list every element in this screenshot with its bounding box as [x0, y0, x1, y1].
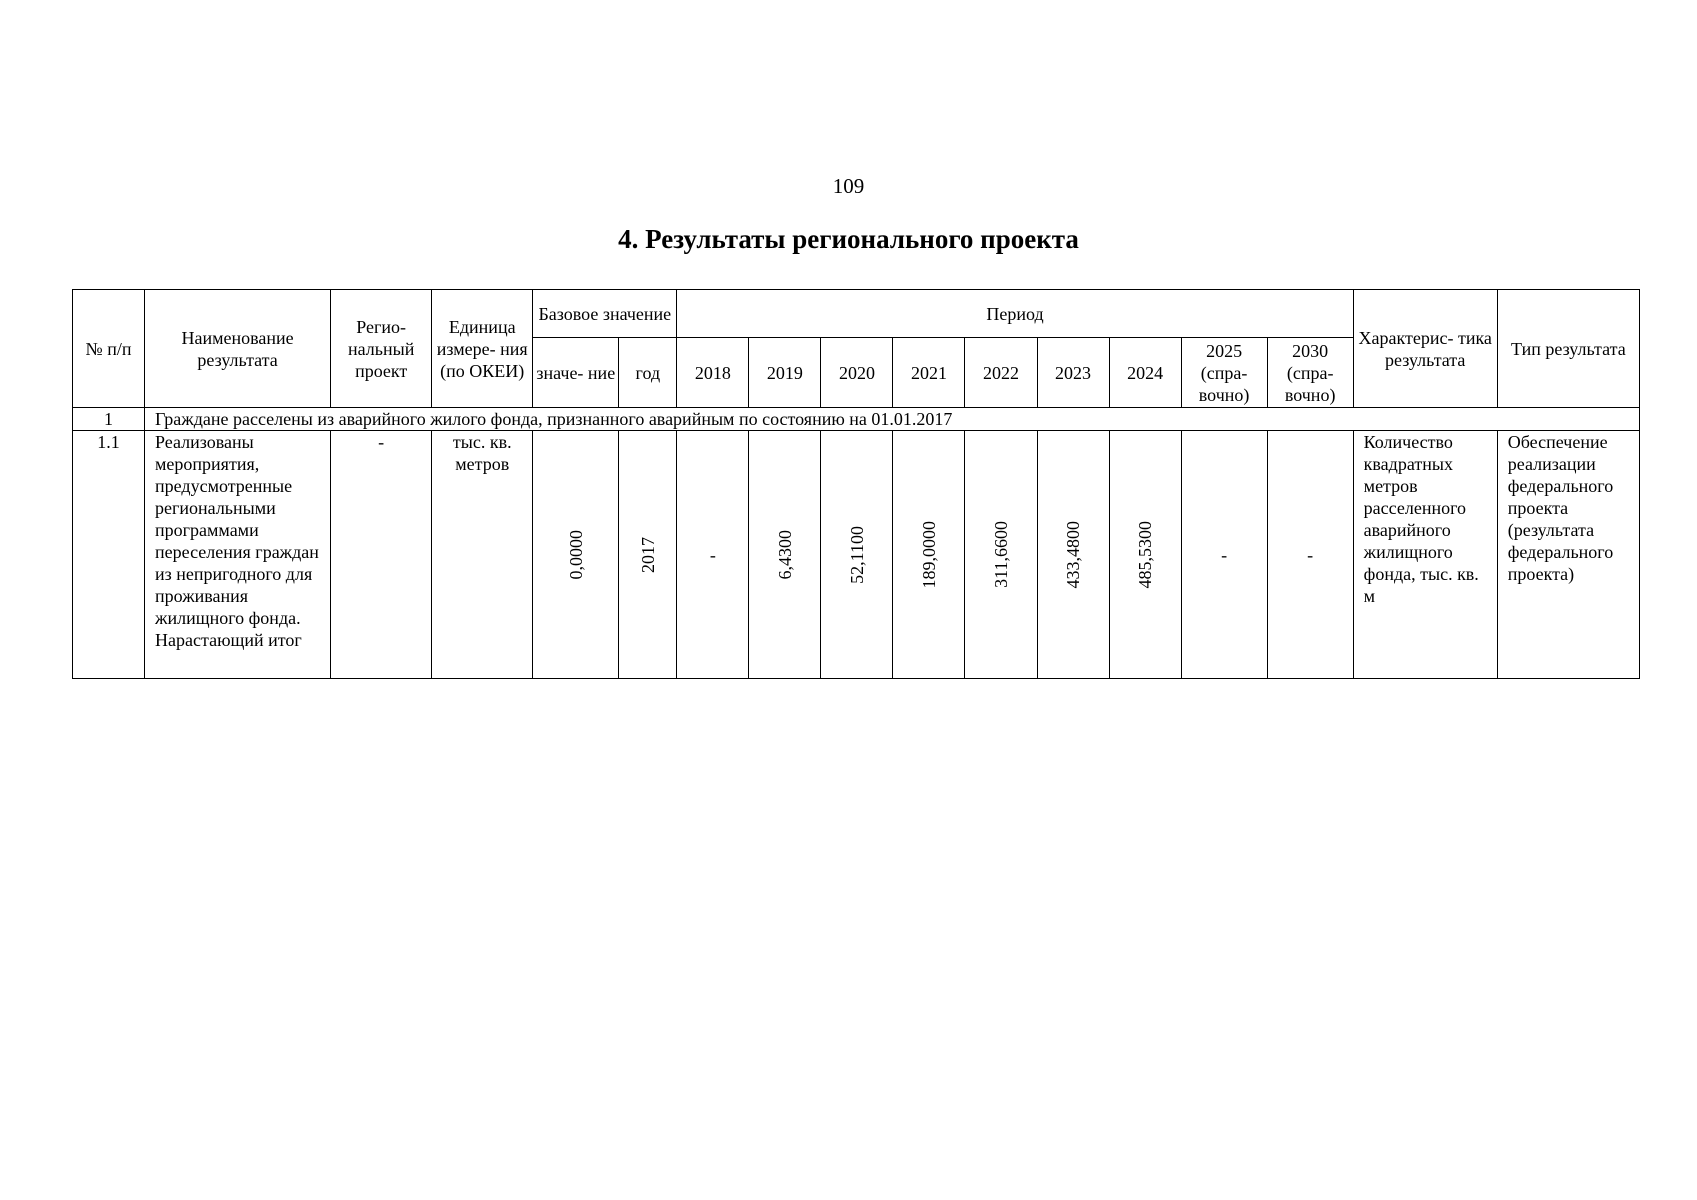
header-characteristic: Характерис- тика результата: [1353, 290, 1497, 408]
row-value-2030: -: [1307, 544, 1314, 565]
row-value: 6,4300: [774, 529, 795, 580]
header-year-2030: 2030 (спра- вочно): [1267, 338, 1353, 408]
row-regional: -: [331, 431, 432, 679]
row-value-cell: [821, 431, 893, 679]
row-num: 1.1: [73, 431, 145, 679]
section-row: [73, 408, 1640, 431]
page-title: 4. Результаты регионального проекта: [618, 224, 1079, 254]
header-year: 2019: [749, 338, 821, 408]
row-value-cell: [749, 431, 821, 679]
row-value: 485,5300: [1135, 520, 1156, 589]
header-period: Период: [677, 290, 1353, 338]
row-value-2030-cell: [1267, 431, 1353, 679]
header-regional: Регио- нальный проект: [331, 290, 432, 408]
header-base: Базовое значение: [533, 290, 677, 338]
header-year: 2022: [965, 338, 1037, 408]
header-num: № п/п: [73, 290, 145, 408]
row-name: Реализованы мероприятия, предусмотренные региональными программами переселения граждан из непригодного для проживания жилищного фонда. Нарастающий итог: [145, 431, 331, 679]
header-year: 2018: [677, 338, 749, 408]
header-name: Наименование результата: [145, 290, 331, 408]
header-year: 2021: [893, 338, 965, 408]
row-value-cell: [677, 431, 749, 679]
header-year: 2023: [1037, 338, 1109, 408]
row-value-cell: [965, 431, 1037, 679]
page-number: 109: [832, 174, 865, 198]
header-unit: Единица измере- ния (по ОКЕИ): [432, 290, 533, 408]
row-base-year: 2017: [637, 536, 658, 573]
row-value-cell: [1109, 431, 1181, 679]
row-value-cell: [1037, 431, 1109, 679]
row-value: -: [709, 544, 716, 565]
row-value-cell: [893, 431, 965, 679]
row-value-2025-cell: [1181, 431, 1267, 679]
results-table: [72, 289, 1640, 679]
section-text: Граждане расселены из аварийного жилого фонда, признанного аварийным по состоянию на 01.01.2017: [145, 408, 1640, 431]
row-value: 433,4800: [1063, 520, 1084, 589]
header-base-value: значе- ние: [533, 338, 619, 408]
row-base-year-cell: [619, 431, 677, 679]
row-base-value: 0,0000: [565, 529, 586, 580]
row-value: 52,1100: [846, 525, 867, 584]
row-value: 311,6600: [991, 521, 1011, 588]
row-unit: тыс. кв. метров: [432, 431, 533, 679]
row-type: Обеспечение реализации федерального проекта (результата федерального проекта): [1497, 431, 1639, 679]
row-value-2025: -: [1221, 544, 1228, 565]
header-type: Тип результата: [1497, 290, 1639, 408]
header-year: 2020: [821, 338, 893, 408]
row-value: 189,0000: [918, 520, 939, 589]
header-row-1: [73, 290, 1640, 338]
row-characteristic: Количество квадратных метров расселенного аварийного жилищного фонда, тыс. кв. м: [1353, 431, 1497, 679]
table-row: [73, 431, 1640, 679]
header-year-2025: 2025 (спра- вочно): [1181, 338, 1267, 408]
header-base-year: год: [619, 338, 677, 408]
row-base-value-cell: [533, 431, 619, 679]
section-num: 1: [73, 408, 145, 431]
header-year: 2024: [1109, 338, 1181, 408]
